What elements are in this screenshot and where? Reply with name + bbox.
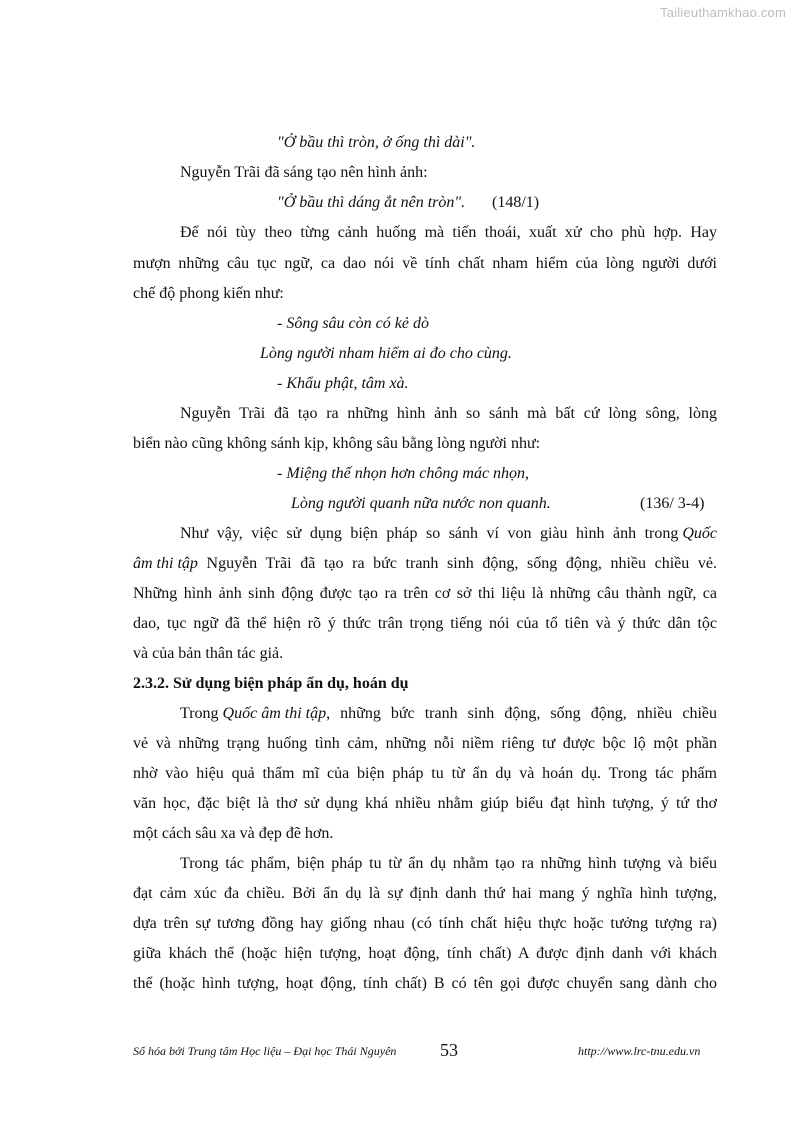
body-line — [133, 554, 717, 574]
watermark: Tailieuthamkhao.com — [660, 5, 786, 20]
poem-line: Lòng người quanh nữa nước non quanh. — [291, 495, 551, 512]
poem-line: Lòng người nham hiểm ai đo cho cùng. — [260, 345, 512, 362]
body-line: vẻ và những trạng huống tình cảm, những nỗi niềm riêng tư được bộc lộ một phần — [133, 735, 717, 752]
body-line: nhờ vào hiệu quả thẩm mĩ của biện pháp tu từ ẩn dụ và hoán dụ. Trong tác phẩm — [133, 765, 717, 782]
citation-ref: (136/ 3-4) — [640, 495, 705, 512]
body-line: Nguyễn Trãi đã sáng tạo nên hình ảnh: — [180, 164, 428, 181]
body-line: giữa khách thể (hoặc hiện tượng, hoạt động, tính chất) A được định danh với khách — [133, 945, 717, 962]
poem-line: - Miệng thế nhọn hơn chông mác nhọn, — [277, 465, 530, 482]
section-heading: 2.3.2. Sử dụng biện pháp ẩn dụ, hoán dụ — [133, 675, 409, 692]
body-text: Như vậy, việc sử dụng biện pháp so sánh ví von giàu hình ảnh trong — [180, 525, 679, 542]
body-line: văn học, đặc biệt là thơ sử dụng khá nhiều nhằm giúp biểu đạt hình tượng, ý tứ thơ — [133, 795, 717, 812]
poem-line: - Khẩu phật, tâm xà. — [277, 375, 409, 392]
body-line: dao, tục ngữ đã thể hiện rõ ý thức trân trọng tiếng nói của tổ tiên và ý thức dân tộc — [133, 615, 717, 632]
body-line: Những hình ảnh sinh động được tạo ra trên cơ sở thi liệu là những câu thành ngữ, ca — [133, 585, 717, 602]
poem-line: "Ở bầu thì dáng ắt nên tròn". — [277, 194, 466, 211]
body-line: Trong tác phẩm, biện pháp tu từ ẩn dụ nhằm tạo ra những hình tượng và biểu — [180, 855, 717, 872]
poem-line: - Sông sâu còn có kẻ dò — [277, 315, 429, 332]
body-line: thể (hoặc hình tượng, hoạt động, tính chất) B có tên gọi được chuyển sang dành cho — [133, 975, 717, 992]
body-line: mượn những câu tục ngữ, ca dao nói về tính chất nham hiểm của lòng người dưới — [133, 255, 717, 272]
body-text: Trong — [180, 705, 223, 722]
italic-title: Quốc — [682, 525, 717, 542]
body-text: Nguyễn Trãi đã tạo ra bức tranh sinh động, sống động, nhiều chiều vẻ. — [197, 555, 717, 572]
body-line: một cách sâu xa và đẹp đẽ hơn. — [133, 825, 334, 842]
body-line: biển nào cũng không sánh kịp, không sâu bằng lòng người như: — [133, 435, 541, 452]
body-line: và của bản thân tác giả. — [133, 645, 284, 662]
body-line: đạt cảm xúc đa chiều. Bởi ẩn dụ là sự định danh thứ hai mang ý nghĩa hình tượng, — [133, 885, 717, 902]
body-line: Nguyễn Trãi đã tạo ra những hình ảnh so sánh mà bất cứ lòng sông, lòng — [180, 405, 717, 422]
italic-title: âm thi tập — [133, 555, 198, 572]
citation-ref: (148/1) — [492, 194, 540, 211]
page-number: 53 — [440, 1040, 458, 1060]
proverb-line: "Ở bầu thì tròn, ở ống thì dài". — [277, 134, 476, 151]
body-text: , những bức tranh sinh động, sống động, nhiều chiều — [326, 705, 717, 722]
body-line — [180, 524, 717, 544]
body-line: Để nói tùy theo từng cảnh huống mà tiến thoái, xuất xử cho phù hợp. Hay — [180, 224, 717, 241]
body-line: chế độ phong kiến như: — [133, 285, 284, 302]
italic-title: Quốc âm thi tập — [222, 705, 327, 722]
footer-url: http://www.lrc-tnu.edu.vn — [578, 1044, 701, 1058]
footer-source: Số hóa bởi Trung tâm Học liệu – Đại học Thái Nguyên — [133, 1044, 397, 1058]
body-line: dựa trên sự tương đồng hay giống nhau (có tính chất hiệu thực hoặc tưởng tượng ra) — [133, 915, 717, 932]
body-line — [180, 704, 717, 724]
